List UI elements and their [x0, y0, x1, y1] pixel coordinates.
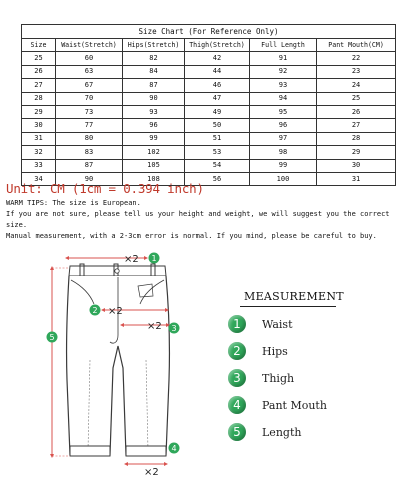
tip-line: Manual measurement, with a 2-3cm error is normal. If you mind, please be careful to buy.: [6, 232, 377, 240]
table-cell: 28: [22, 92, 56, 105]
table-cell: 29: [317, 146, 396, 159]
table-cell: 30: [317, 159, 396, 172]
table-cell: 96: [123, 119, 185, 132]
table-cell: 98: [250, 146, 317, 159]
legend-item-hips: [228, 342, 288, 360]
table-cell: 42: [185, 52, 250, 65]
jeans-measurement-diagram: [40, 250, 200, 480]
marker-4: [169, 443, 180, 454]
table-row: [22, 119, 396, 132]
marker-3: [169, 323, 180, 334]
table-cell: 87: [56, 159, 123, 172]
legend-number-badge: 2: [228, 342, 246, 360]
table-cell: 28: [317, 132, 396, 145]
table-cell: 83: [56, 146, 123, 159]
table-cell: 63: [56, 65, 123, 78]
legend-label: Thigh: [262, 371, 295, 385]
table-cell: 33: [22, 159, 56, 172]
table-row: [22, 146, 396, 159]
table-cell: 77: [56, 119, 123, 132]
table-cell: 24: [317, 79, 396, 92]
column-header: Thigh(Stretch): [185, 39, 250, 52]
table-cell: 102: [123, 146, 185, 159]
legend-item-waist: [228, 315, 293, 333]
table-cell: 91: [250, 52, 317, 65]
table-cell: 50: [185, 119, 250, 132]
legend-label: Waist: [262, 317, 293, 331]
size-chart-header-row: [22, 39, 396, 52]
svg-text:1: 1: [151, 254, 157, 263]
table-cell: 30: [22, 119, 56, 132]
size-chart-table: [21, 24, 396, 186]
table-cell: 99: [123, 132, 185, 145]
column-header: Size: [22, 39, 56, 52]
legend-item-length: [228, 423, 301, 441]
table-cell: 97: [250, 132, 317, 145]
table-row: [22, 65, 396, 78]
legend-label: Length: [262, 425, 302, 439]
table-row: [22, 52, 396, 65]
size-chart-body: [22, 52, 396, 186]
marker-1: [149, 253, 160, 264]
table-cell: 70: [56, 92, 123, 105]
table-cell: 29: [22, 105, 56, 118]
legend-number-badge: 3: [228, 369, 246, 387]
legend-item-pant-mouth: [228, 396, 327, 414]
table-row: [22, 159, 396, 172]
marker-2: [90, 305, 101, 316]
table-cell: 49: [185, 105, 250, 118]
measurement-title: MEASUREMENT: [244, 290, 344, 303]
warm-tips: [6, 198, 410, 242]
table-cell: 51: [185, 132, 250, 145]
svg-text:3: 3: [171, 324, 177, 333]
table-row: [22, 132, 396, 145]
table-row: [22, 92, 396, 105]
table-cell: 92: [250, 65, 317, 78]
table-cell: 31: [22, 132, 56, 145]
table-cell: 23: [317, 65, 396, 78]
table-row: [22, 105, 396, 118]
tip-line: WARM TIPS: The size is European.: [6, 199, 141, 207]
table-cell: 56: [185, 172, 250, 185]
table-cell: 53: [185, 146, 250, 159]
jeans-button: [115, 269, 119, 273]
table-cell: 32: [22, 146, 56, 159]
column-header: Pant Mouth(CM): [317, 39, 396, 52]
hips-multiplier: ×2: [108, 306, 123, 317]
svg-text:4: 4: [171, 444, 177, 453]
table-cell: 25: [22, 52, 56, 65]
jeans-illustration: [40, 250, 200, 480]
legend-label: Hips: [262, 344, 288, 358]
legend-item-thigh: [228, 369, 294, 387]
table-cell: 94: [250, 92, 317, 105]
legend-number-badge: 5: [228, 423, 246, 441]
table-cell: 96: [250, 119, 317, 132]
table-cell: 93: [123, 105, 185, 118]
table-cell: 54: [185, 159, 250, 172]
table-cell: 93: [250, 79, 317, 92]
table-cell: 27: [22, 79, 56, 92]
table-cell: 47: [185, 92, 250, 105]
table-cell: 100: [250, 172, 317, 185]
table-cell: 44: [185, 65, 250, 78]
column-header: Full Length: [250, 39, 317, 52]
table-cell: 31: [317, 172, 396, 185]
table-cell: 67: [56, 79, 123, 92]
legend-number-badge: 1: [228, 315, 246, 333]
table-cell: 80: [56, 132, 123, 145]
column-header: Hips(Stretch): [123, 39, 185, 52]
table-cell: 26: [317, 105, 396, 118]
table-cell: 99: [250, 159, 317, 172]
table-cell: 108: [123, 172, 185, 185]
table-cell: 34: [22, 172, 56, 185]
legend-label: Pant Mouth: [262, 398, 327, 412]
measurement-title-underline: [240, 306, 336, 307]
tip-line: If you are not sure, please tell us your height and weight, we will suggest you the correct size.: [6, 210, 390, 229]
table-cell: 105: [123, 159, 185, 172]
thigh-multiplier: ×2: [147, 321, 162, 332]
table-cell: 82: [123, 52, 185, 65]
table-cell: 27: [317, 119, 396, 132]
table-cell: 22: [317, 52, 396, 65]
svg-text:2: 2: [92, 306, 98, 315]
legend-number-badge: 4: [228, 396, 246, 414]
table-cell: 46: [185, 79, 250, 92]
size-chart-caption: Size Chart (For Reference Only): [22, 25, 396, 39]
table-cell: 84: [123, 65, 185, 78]
pant-mouth-multiplier: ×2: [144, 467, 159, 478]
table-cell: 90: [123, 92, 185, 105]
table-cell: 90: [56, 172, 123, 185]
svg-text:5: 5: [49, 333, 55, 342]
unit-note: Unit: CM (1cm = 0.394 inch): [6, 181, 204, 196]
table-cell: 95: [250, 105, 317, 118]
table-row: [22, 79, 396, 92]
table-cell: 73: [56, 105, 123, 118]
table-cell: 60: [56, 52, 123, 65]
table-cell: 26: [22, 65, 56, 78]
column-header: Waist(Stretch): [56, 39, 123, 52]
table-cell: 25: [317, 92, 396, 105]
table-cell: 87: [123, 79, 185, 92]
waist-multiplier: ×2: [124, 254, 139, 265]
marker-5: [47, 332, 58, 343]
